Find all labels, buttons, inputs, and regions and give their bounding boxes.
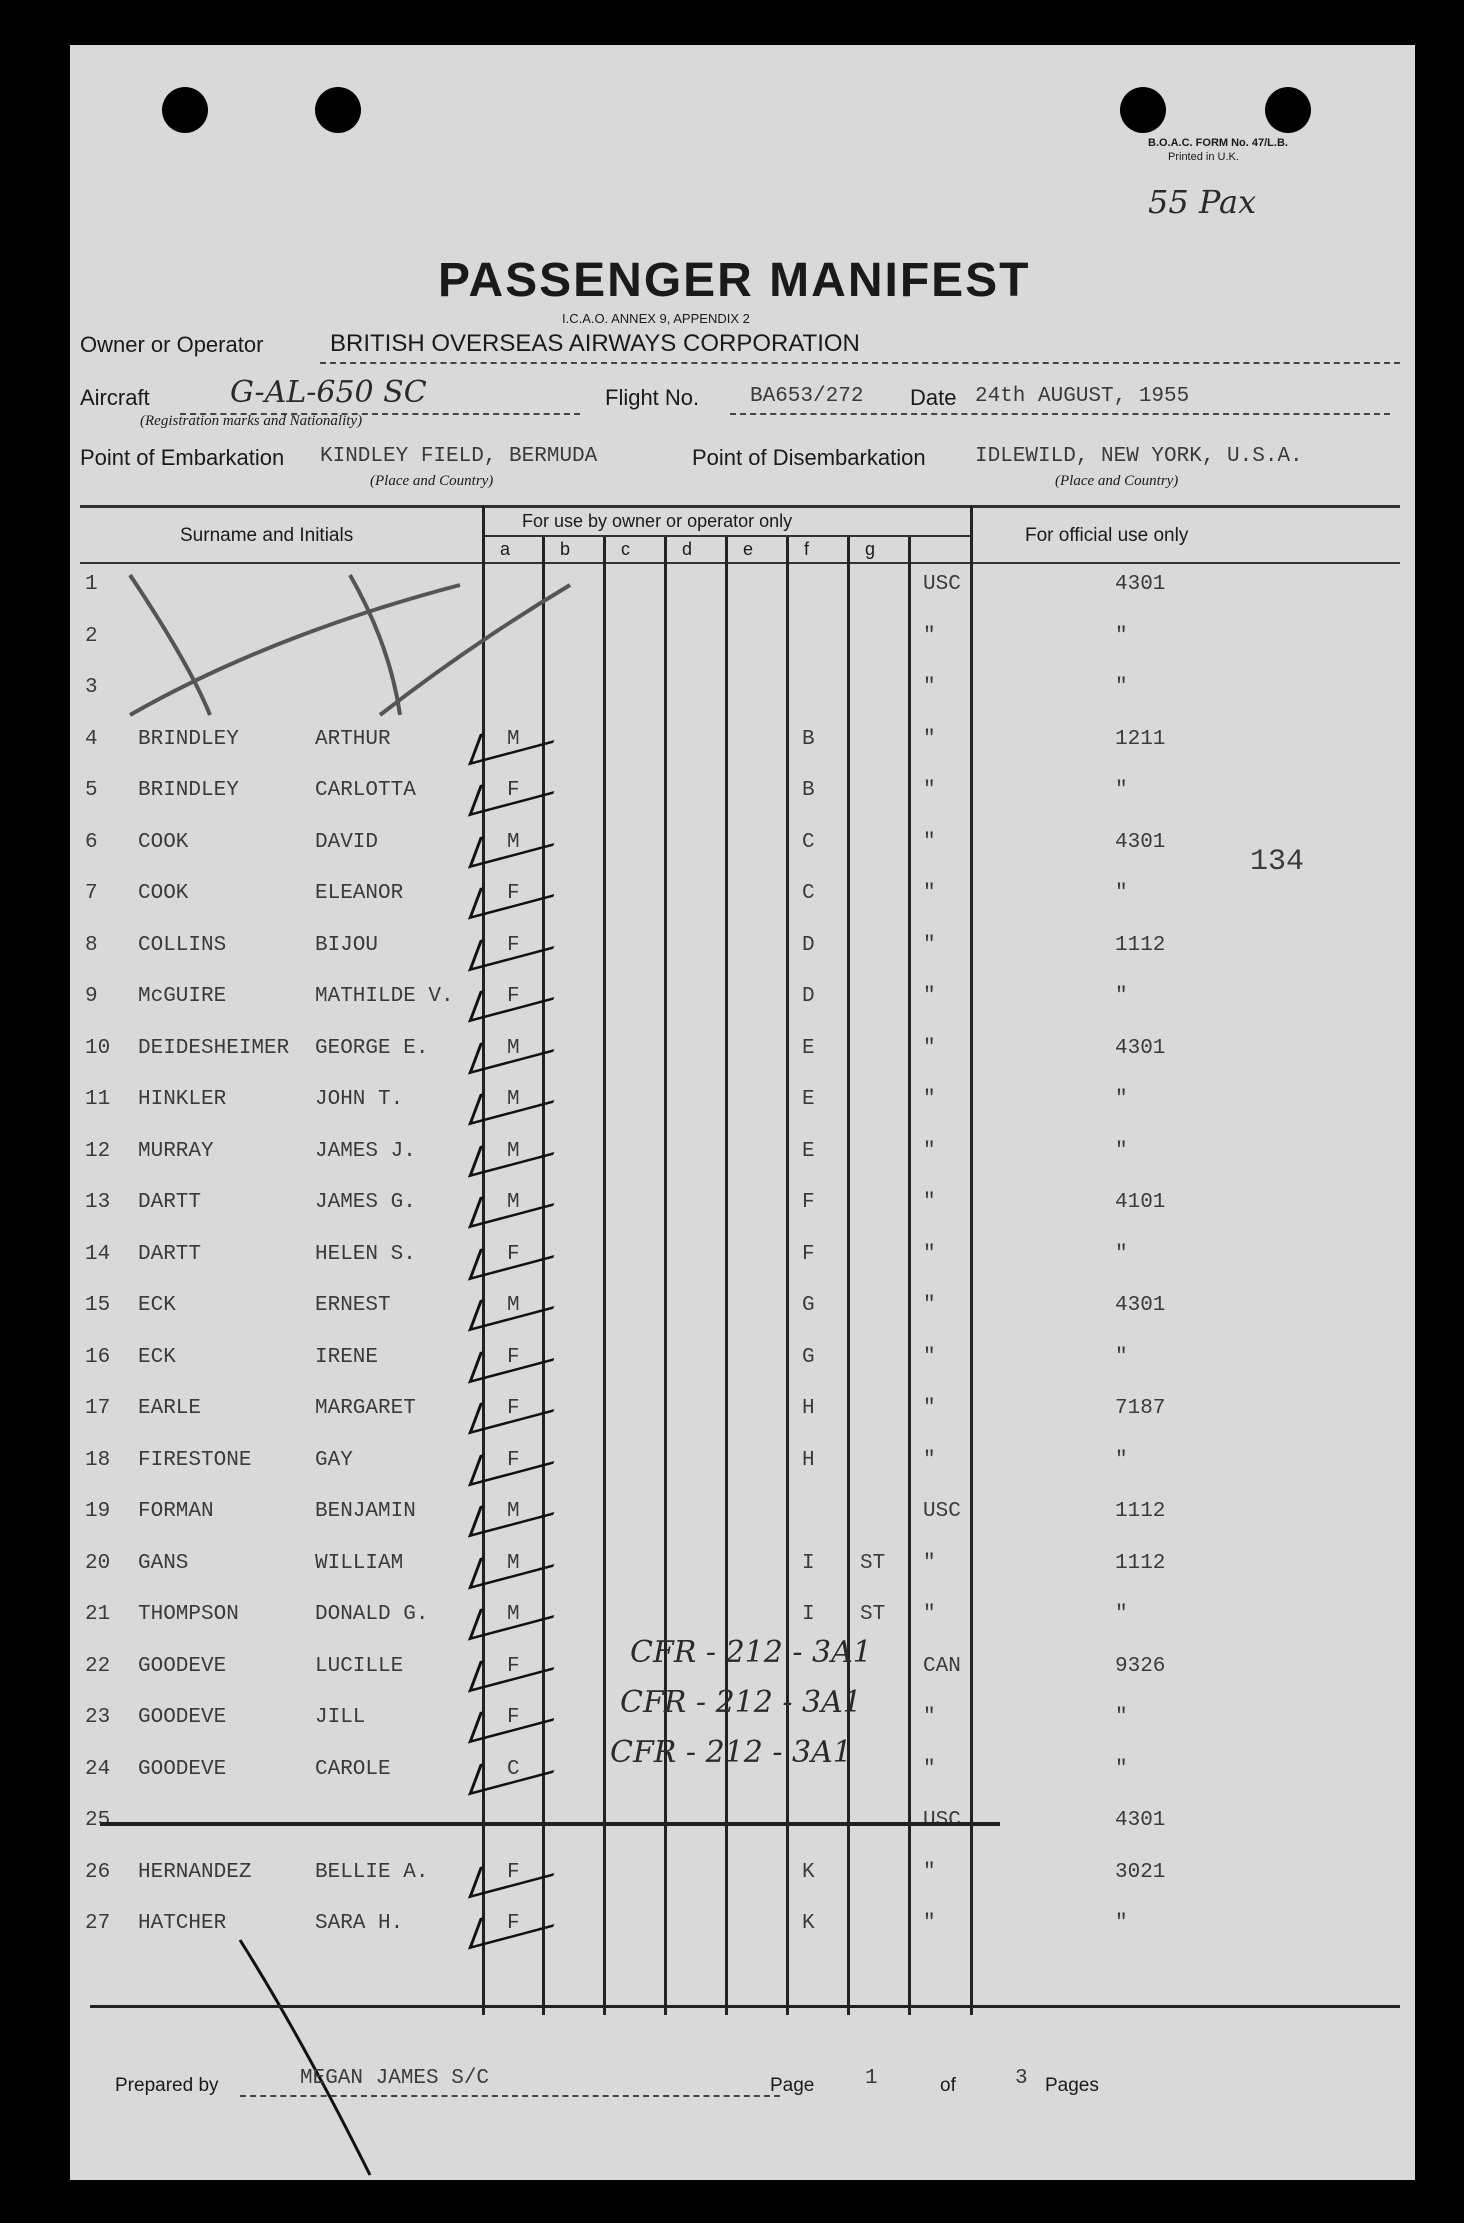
surname: FORMAN: [138, 1500, 214, 1523]
margin-note: 134: [1250, 845, 1305, 879]
official-code: ": [923, 830, 936, 854]
official-code: ": [923, 1139, 936, 1163]
given-name: JAMES J.: [315, 1139, 416, 1163]
row-number: 6: [85, 830, 98, 854]
group-letter: D: [802, 933, 815, 957]
given-name: HELEN S.: [315, 1242, 416, 1266]
prepared-by-value: MEGAN JAMES S/C: [300, 2067, 490, 2090]
surname: COOK: [138, 882, 189, 905]
given-name: GEORGE E.: [315, 1036, 429, 1060]
official-number: 1112: [1115, 933, 1166, 957]
cfr-note-24: CFR - 212 - 3A1: [610, 1735, 852, 1770]
sex: F: [507, 882, 520, 905]
row-number: 27: [85, 1912, 111, 1935]
flight-value: BA653/272: [750, 385, 864, 408]
row-number: 21: [85, 1603, 111, 1626]
group-letter: I: [802, 1551, 815, 1575]
official-code: ": [923, 1191, 936, 1214]
official-code: ": [923, 1036, 936, 1060]
official-number: ": [1115, 624, 1128, 648]
surname: BRINDLEY: [138, 779, 239, 802]
official-number: ": [1115, 1912, 1128, 1935]
sex: M: [507, 830, 520, 854]
surname: BRINDLEY: [138, 727, 239, 751]
official-number: 4101: [1115, 1191, 1166, 1214]
given-name: BENJAMIN: [315, 1500, 416, 1523]
sex: F: [507, 933, 520, 957]
surname: COLLINS: [138, 933, 227, 957]
owner-column-header: For use by owner or operator only: [522, 511, 793, 531]
official-number: ": [1115, 1242, 1128, 1266]
official-code: ": [923, 1603, 936, 1626]
disembarkation-label: Point of Disembarkation: [692, 445, 926, 470]
given-name: BELLIE A.: [315, 1860, 429, 1884]
official-number: 4301: [1115, 573, 1166, 596]
official-number: ": [1115, 1448, 1128, 1472]
column-letter-a: a: [500, 539, 511, 559]
official-code: USC: [923, 1500, 961, 1523]
official-number: 7187: [1115, 1397, 1166, 1420]
surname: THOMPSON: [138, 1603, 239, 1626]
surname: DARTT: [138, 1191, 202, 1214]
column-letter-d: d: [682, 539, 693, 559]
sex: M: [507, 727, 520, 751]
given-name: ERNEST: [315, 1294, 391, 1317]
form-code: B.O.A.C. FORM No. 47/L.B.: [1148, 137, 1288, 149]
column-letter-c: c: [621, 539, 630, 559]
given-name: MATHILDE V.: [315, 985, 454, 1008]
surname: ECK: [138, 1345, 176, 1369]
official-code: ": [923, 1912, 936, 1935]
group-letter: B: [802, 779, 815, 802]
column-letter-b: b: [560, 539, 571, 559]
embarkation-value: KINDLEY FIELD, BERMUDA: [320, 445, 598, 468]
surname: HATCHER: [138, 1912, 227, 1935]
row-number: 14: [85, 1242, 111, 1266]
official-code: ": [923, 1551, 936, 1575]
official-number: ": [1115, 1139, 1128, 1163]
group-letter: G: [802, 1294, 815, 1317]
official-number: 4301: [1115, 1809, 1166, 1832]
handwritten-pax-note: 55 Pax: [1148, 183, 1257, 221]
disembarkation-caption: (Place and Country): [1055, 473, 1179, 489]
official-number: ": [1115, 1757, 1128, 1781]
group-letter: C: [802, 830, 815, 854]
sex: M: [507, 1294, 520, 1317]
table-bottom-rule: [90, 2005, 1400, 2008]
official-code: CAN: [923, 1654, 961, 1678]
given-name: JOHN T.: [315, 1088, 404, 1111]
official-code: ": [923, 882, 936, 905]
surname: GOODEVE: [138, 1706, 227, 1729]
given-name: ARTHUR: [315, 727, 391, 751]
given-name: CAROLE: [315, 1757, 391, 1781]
page-total: 3: [1015, 2067, 1028, 2090]
sex: C: [507, 1757, 520, 1781]
official-number: ": [1115, 676, 1128, 699]
group-letter: H: [802, 1448, 815, 1472]
official-number: 4301: [1115, 1294, 1166, 1317]
official-number: ": [1115, 1345, 1128, 1369]
row-number: 10: [85, 1036, 111, 1060]
official-number: ": [1115, 985, 1128, 1008]
row-number: 8: [85, 933, 98, 957]
row-number: 9: [85, 985, 98, 1008]
row-number: 22: [85, 1654, 111, 1678]
official-code: ": [923, 1242, 936, 1266]
row-number: 17: [85, 1397, 111, 1420]
official-code: ": [923, 1397, 936, 1420]
official-code: ": [923, 985, 936, 1008]
row-number: 1: [85, 573, 98, 596]
official-code: ": [923, 1294, 936, 1317]
surname: ECK: [138, 1294, 176, 1317]
row-number: 23: [85, 1706, 111, 1729]
official-code: ": [923, 1088, 936, 1111]
surname: GANS: [138, 1551, 189, 1575]
group-letter: H: [802, 1397, 815, 1420]
given-name: LUCILLE: [315, 1654, 404, 1678]
sex: M: [507, 1551, 520, 1575]
sex: F: [507, 1706, 520, 1729]
manifest-sheet: [70, 45, 1415, 2180]
column-letter-g: g: [865, 539, 876, 559]
operator-label: Owner or Operator: [80, 332, 264, 357]
official-code: ": [923, 1345, 936, 1369]
row-number: 2: [85, 624, 98, 648]
official-code: ": [923, 727, 936, 751]
operator-value: BRITISH OVERSEAS AIRWAYS CORPORATION: [330, 330, 860, 357]
official-code: ": [923, 1757, 936, 1781]
cfr-note-22: CFR - 212 - 3A1: [630, 1635, 872, 1670]
group-letter: K: [802, 1860, 815, 1884]
official-code: ": [923, 624, 936, 648]
sex: M: [507, 1088, 520, 1111]
sex: M: [507, 1191, 520, 1214]
row-number: 24: [85, 1757, 111, 1781]
sex: F: [507, 1860, 520, 1884]
column-letter-f: f: [804, 539, 810, 559]
cross-out-marks: [70, 45, 1415, 2180]
official-number: ": [1115, 779, 1128, 802]
column-letter-e: e: [743, 539, 754, 559]
row-number: 19: [85, 1500, 111, 1523]
official-code: USC: [923, 573, 961, 596]
official-code: ": [923, 779, 936, 802]
given-name: DAVID: [315, 830, 379, 854]
status: ST: [860, 1551, 886, 1575]
official-number: 4301: [1115, 1036, 1166, 1060]
sex: M: [507, 1603, 520, 1626]
row-number: 4: [85, 727, 98, 751]
given-name: MARGARET: [315, 1397, 416, 1420]
group-letter: B: [802, 727, 815, 751]
group-letter: G: [802, 1345, 815, 1369]
row-number: 5: [85, 779, 98, 802]
sex: M: [507, 1139, 520, 1163]
surname: DARTT: [138, 1242, 202, 1266]
sex: F: [507, 1448, 520, 1472]
given-name: CARLOTTA: [315, 779, 416, 802]
disembarkation-value: IDLEWILD, NEW YORK, U.S.A.: [975, 445, 1303, 468]
pages-label: Pages: [1045, 2075, 1099, 2096]
group-letter: E: [802, 1088, 815, 1111]
cfr-note-23: CFR - 212 - 3A1: [620, 1685, 862, 1720]
official-code: ": [923, 1706, 936, 1729]
embarkation-caption: (Place and Country): [370, 473, 494, 489]
sex: F: [507, 779, 520, 802]
flight-label: Flight No.: [605, 385, 700, 410]
row-number: 12: [85, 1139, 111, 1163]
official-code: ": [923, 676, 936, 699]
sex: M: [507, 1036, 520, 1060]
group-letter: D: [802, 985, 815, 1008]
row-number: 13: [85, 1191, 111, 1214]
of-label: of: [940, 2075, 956, 2096]
sex: F: [507, 1397, 520, 1420]
group-letter: F: [802, 1242, 815, 1266]
official-number: ": [1115, 1706, 1128, 1729]
page-number: 1: [865, 2067, 878, 2090]
given-name: GAY: [315, 1448, 353, 1472]
official-code: ": [923, 1860, 936, 1884]
official-code: USC: [923, 1809, 961, 1832]
official-number: 1211: [1115, 727, 1166, 751]
row-number: 25: [85, 1809, 111, 1832]
prepared-by-label: Prepared by: [115, 2075, 219, 2096]
row-number: 18: [85, 1448, 111, 1472]
sex: M: [507, 1500, 520, 1523]
official-column-header: For official use only: [1025, 525, 1189, 546]
official-number: 3021: [1115, 1860, 1166, 1884]
official-number: ": [1115, 882, 1128, 905]
official-number: 1112: [1115, 1500, 1166, 1523]
status: ST: [860, 1603, 886, 1626]
row-number: 20: [85, 1551, 111, 1575]
official-number: ": [1115, 1603, 1128, 1626]
sex: F: [507, 1242, 520, 1266]
surname: EARLE: [138, 1397, 202, 1420]
page-label: Page: [770, 2075, 815, 2096]
row-number: 3: [85, 676, 98, 699]
page-title: PASSENGER MANIFEST: [438, 254, 1031, 307]
printed-in: Printed in U.K.: [1168, 151, 1239, 163]
given-name: JILL: [315, 1706, 366, 1729]
surname: DEIDESHEIMER: [138, 1036, 290, 1060]
row-number: 7: [85, 882, 98, 905]
aircraft-caption: (Registration marks and Nationality): [140, 413, 363, 429]
given-name: ELEANOR: [315, 882, 404, 905]
group-letter: C: [802, 882, 815, 905]
aircraft-value: G-AL-650 SC: [230, 375, 427, 410]
group-letter: K: [802, 1912, 815, 1935]
group-letter: E: [802, 1036, 815, 1060]
date-value: 24th AUGUST, 1955: [975, 385, 1190, 408]
given-name: WILLIAM: [315, 1551, 404, 1575]
sex: F: [507, 1654, 520, 1678]
surname: GOODEVE: [138, 1654, 227, 1678]
surname: COOK: [138, 830, 189, 854]
official-number: 1112: [1115, 1551, 1166, 1575]
official-number: 4301: [1115, 830, 1166, 854]
official-number: ": [1115, 1088, 1128, 1111]
aircraft-label: Aircraft: [80, 385, 150, 410]
date-label: Date: [910, 385, 957, 410]
row-number: 26: [85, 1860, 111, 1884]
surname: FIRESTONE: [138, 1448, 252, 1472]
surname: GOODEVE: [138, 1757, 227, 1781]
surname: HERNANDEZ: [138, 1860, 252, 1884]
group-letter: F: [802, 1191, 815, 1214]
official-code: ": [923, 933, 936, 957]
prepared-underline: [240, 2095, 780, 2097]
given-name: SARA H.: [315, 1912, 404, 1935]
sex: F: [507, 1345, 520, 1369]
group-letter: I: [802, 1603, 815, 1626]
sex: F: [507, 985, 520, 1008]
surname: HINKLER: [138, 1088, 227, 1111]
row-number: 16: [85, 1345, 111, 1369]
surname: MURRAY: [138, 1139, 214, 1163]
annex-reference: I.C.A.O. ANNEX 9, APPENDIX 2: [562, 311, 750, 326]
row-number: 11: [85, 1088, 111, 1111]
official-code: ": [923, 1448, 936, 1472]
given-name: BIJOU: [315, 933, 379, 957]
row-number: 15: [85, 1294, 111, 1317]
surname: McGUIRE: [138, 985, 227, 1008]
given-name: DONALD G.: [315, 1603, 429, 1626]
given-name: IRENE: [315, 1345, 379, 1369]
given-name: JAMES G.: [315, 1191, 416, 1214]
embarkation-label: Point of Embarkation: [80, 445, 285, 470]
sex: F: [507, 1912, 520, 1935]
official-number: 9326: [1115, 1654, 1166, 1678]
surname-column-header: Surname and Initials: [180, 525, 354, 546]
group-letter: E: [802, 1139, 815, 1163]
